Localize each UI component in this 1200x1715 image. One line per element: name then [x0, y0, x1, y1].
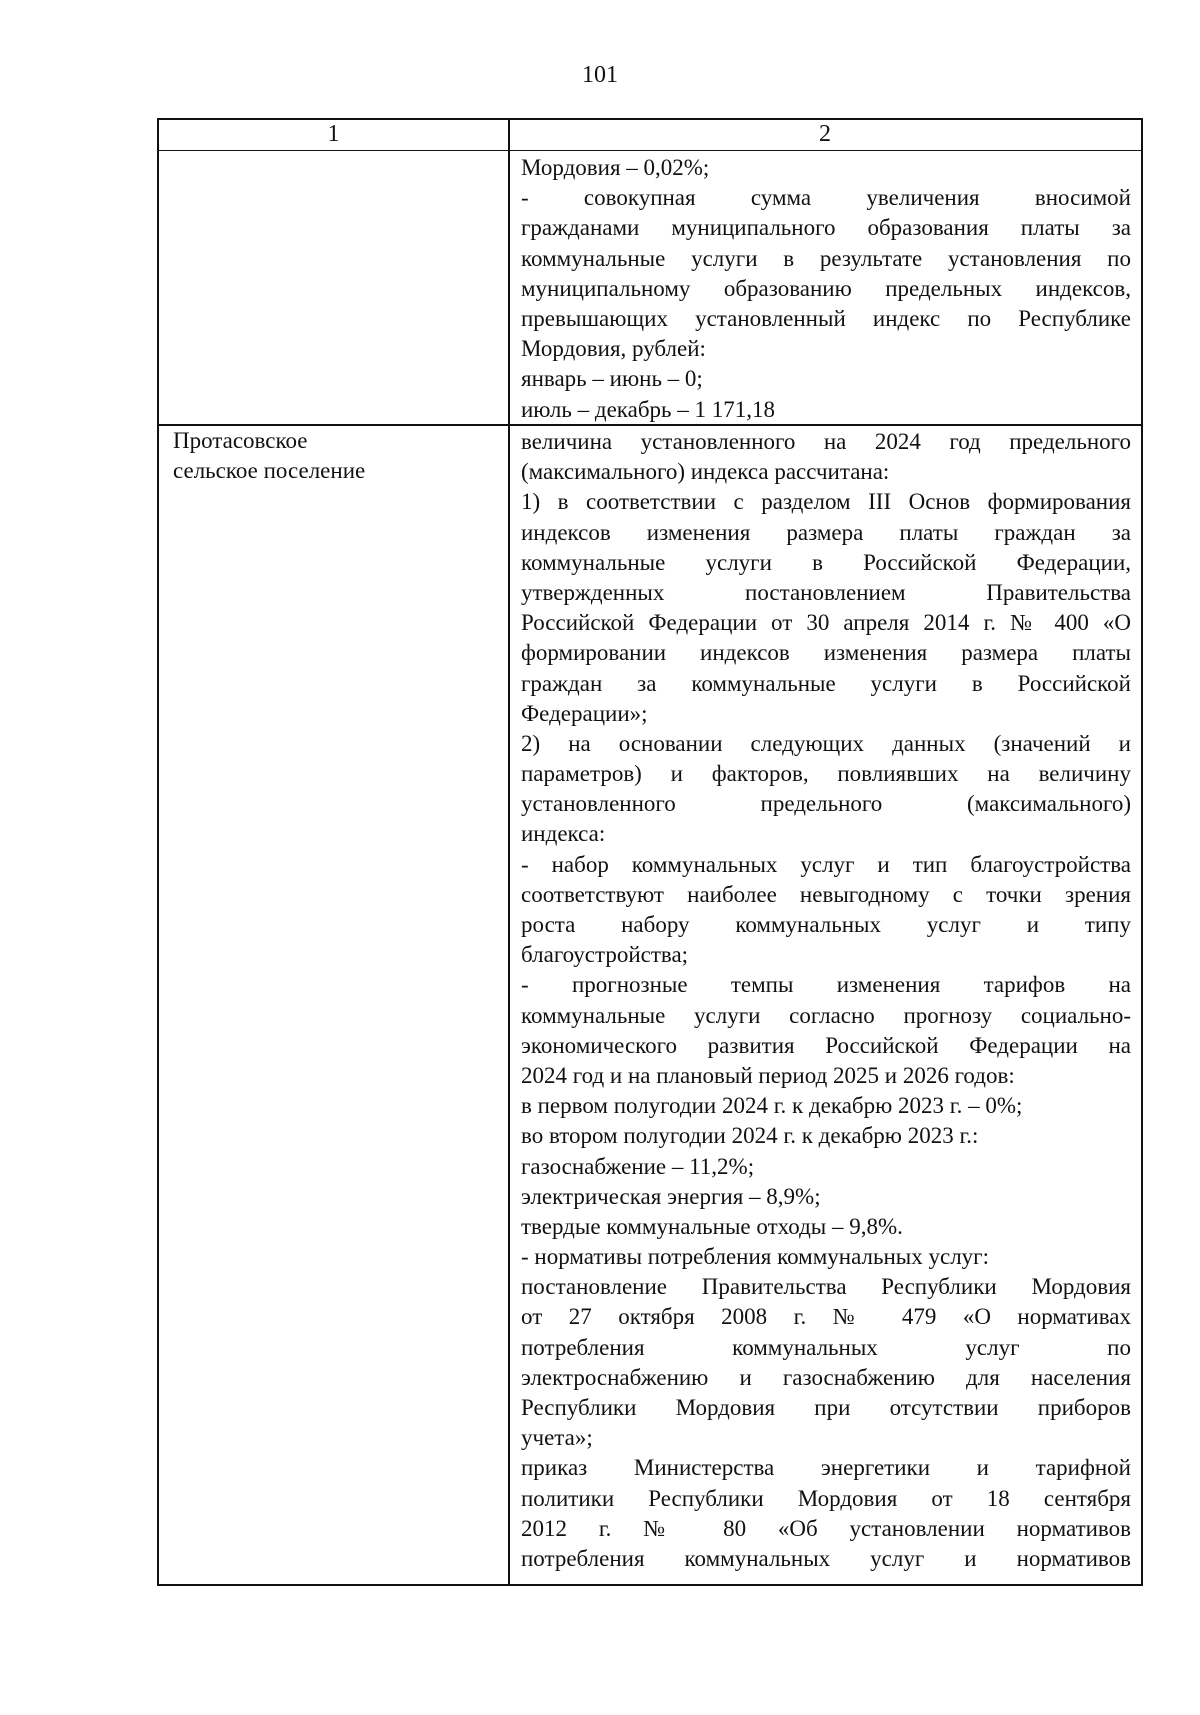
- text-line: июль – декабрь – 1 171,18: [521, 396, 776, 422]
- column-divider: [508, 120, 510, 1584]
- text-line: индексов изменения размера платы граждан за: [521, 519, 1131, 545]
- text-line: установленного предельного (максимального): [521, 791, 1131, 817]
- text-line: учета»;: [521, 1425, 593, 1451]
- text-line: электроснабжению и газоснабжению для населения: [521, 1364, 1131, 1390]
- text-line: муниципальному образованию предельных индексов,: [521, 275, 1131, 301]
- text-line: Федерации»;: [521, 700, 648, 726]
- text-line: экономического развития Российской Федерации на: [521, 1032, 1131, 1058]
- text-line: Республики Мордовия при отсутствии приборов: [521, 1395, 1131, 1420]
- text-line: превышающих установленный индекс по Республике: [521, 305, 1131, 331]
- text-line: - совокупная сумма увеличения вносимой: [521, 185, 1131, 211]
- row-2-settlement-name-cell: [173, 426, 493, 486]
- settlement-name-line: сельское поселение: [173, 458, 366, 484]
- text-line: Российской Федерации от 30 апреля 2014 г. № 400 «О: [521, 610, 1131, 636]
- text-line: электрическая энергия – 8,9%;: [521, 1183, 821, 1209]
- text-line: твердые коммунальные отходы – 9,8%.: [521, 1213, 903, 1239]
- text-line: Мордовия – 0,02%;: [521, 155, 710, 180]
- text-line: (максимального) индекса рассчитана:: [521, 459, 890, 485]
- text-line: коммунальные услуги согласно прогнозу социально-: [521, 1002, 1131, 1028]
- text-line: 1) в соответствии с разделом III Основ формирования: [521, 489, 1131, 515]
- text-line: граждан за коммунальные услуги в Российской: [521, 670, 1131, 696]
- text-line: роста набору коммунальных услуг и типу: [521, 912, 1131, 937]
- page-number: 101: [582, 62, 618, 88]
- text-line: величина установленного на 2024 год предельного: [521, 429, 1131, 454]
- text-line: потребления коммунальных услуг и нормативов: [521, 1545, 1131, 1571]
- text-line: благоустройства;: [521, 942, 689, 968]
- text-line: 2024 год и на плановый период 2025 и 2026 годов:: [521, 1062, 1015, 1088]
- row-2-description-cell: [521, 427, 1131, 1574]
- settlement-name-line: Протасовское: [173, 428, 308, 453]
- text-line: 2) на основании следующих данных (значений и: [521, 730, 1131, 756]
- text-line: во втором полугодии 2024 г. к декабрю 2023 г.:: [521, 1123, 979, 1149]
- table-header-col-1: 1: [159, 120, 508, 151]
- document-table: [157, 118, 1143, 1586]
- text-line: - нормативы потребления коммунальных услуг:: [521, 1244, 989, 1270]
- text-line: газоснабжение – 11,2%;: [521, 1153, 755, 1179]
- text-line: - прогнозные темпы изменения тарифов на: [521, 972, 1131, 998]
- text-line: 2012 г. № 80 «Об установлении нормативов: [521, 1515, 1131, 1541]
- text-line: Мордовия, рублей:: [521, 336, 706, 362]
- text-line: параметров) и факторов, повлиявших на величину: [521, 761, 1131, 787]
- text-line: утвержденных постановлением Правительства: [521, 579, 1131, 605]
- text-line: политики Республики Мордовия от 18 сентября: [521, 1485, 1131, 1511]
- text-line: гражданами муниципального образования платы за: [521, 215, 1131, 241]
- text-line: январь – июнь – 0;: [521, 366, 703, 392]
- text-line: соответствуют наиболее невыгодному с точки зрения: [521, 881, 1131, 907]
- table-header-col-2: 2: [509, 120, 1141, 151]
- text-line: приказ Министерства энергетики и тарифной: [521, 1455, 1131, 1481]
- text-line: формировании индексов изменения размера платы: [521, 640, 1131, 666]
- text-line: от 27 октября 2008 г. № 479 «О нормативах: [521, 1304, 1131, 1330]
- row-1-description-cell: [521, 153, 1131, 425]
- text-line: - набор коммунальных услуг и тип благоустройства: [521, 851, 1131, 877]
- text-line: коммунальные услуги в Российской Федерации,: [521, 549, 1131, 575]
- text-line: постановление Правительства Республики Мордовия: [521, 1274, 1131, 1300]
- text-line: в первом полугодии 2024 г. к декабрю 2023 г. – 0%;: [521, 1093, 1023, 1119]
- text-line: коммунальные услуги в результате установления по: [521, 245, 1131, 271]
- text-line: индекса:: [521, 821, 606, 847]
- text-line: потребления коммунальных услуг по: [521, 1334, 1131, 1360]
